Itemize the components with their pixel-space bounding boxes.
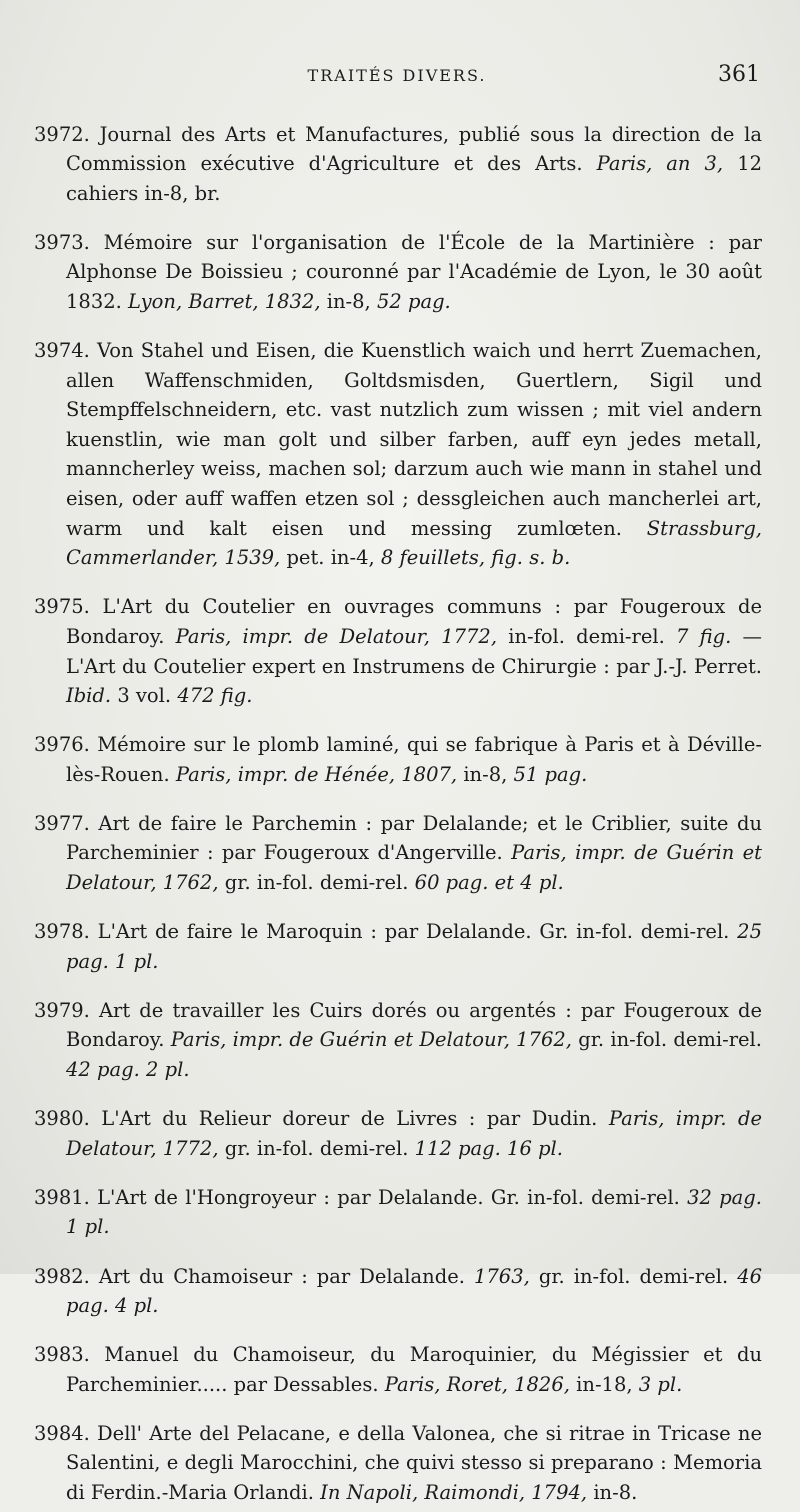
catalogue-entry [34, 336, 762, 573]
entry-text: L'Art de l'Hongroyeur : par Delalande. Gr. in-fol. demi-rel. [97, 1185, 680, 1209]
entry-tail-italic: 8 feuillets, fig. s. b. [380, 546, 571, 570]
entry-number: 3977. [34, 811, 90, 835]
entry-number: 3974. [34, 339, 90, 363]
entry-tail: in-fol. demi-rel. [508, 624, 665, 648]
entry-number: 3984. [34, 1421, 90, 1445]
entry-tail: gr. in-fol. demi-rel. [224, 871, 409, 895]
entry-tail: in-8. [593, 1481, 638, 1505]
entry-tail-italic: 60 pag. et 4 pl. [414, 871, 564, 895]
catalogue-entry [34, 592, 762, 710]
entry-publication: 25 pag. 1 pl. [66, 920, 762, 973]
entry-text: Dell' Arte del Pelacane, e della Valonea, che si ritrae in Tricase ne Salentini, e degli Marocchini, che quivi stesso si preparano : Memoria di Ferdin.-Maria Orlandi. [66, 1421, 762, 1505]
entry-number: 3980. [34, 1107, 90, 1131]
entry-extra: — L'Art du Coutelier expert en Instrumens de Chirurgie : par J.-J. Perret. [66, 624, 763, 678]
entry-text: Mémoire sur l'organisation de l'École de la Martinière : par Alphonse De Boissieu ; couronné par l'Académie de Lyon, le 30 août 1832. [66, 230, 763, 313]
entry-tail: gr. in-fol. demi-rel. [578, 1028, 762, 1052]
entry-publication: Paris, Roret, 1826, [384, 1372, 570, 1396]
entry-text: Manuel du Chamoiseur, du Maroquinier, du Mégissier et du Parcheminier..... par Dessables. [66, 1343, 763, 1396]
entry-tail-italic: 52 pag. [376, 289, 451, 313]
entry-publication: Paris, impr. de Guérin et Delatour, 1762, [66, 841, 762, 895]
entry-number: 3976. [34, 733, 90, 757]
entry-publication: 1763, [473, 1264, 530, 1288]
entry-text: L'Art du Coutelier en ouvrages communs : par Fougeroux de Bondaroy. [66, 595, 762, 648]
entry-text: Journal des Arts et Manufactures, publié sous la direction de la Commission exécutive d'Agriculture et des Arts. [66, 122, 762, 176]
entry-text: Von Stahel und Eisen, die Kuenstlich waich und herrt Zuemachen, allen Waffenschmiden, Goltdsmisden, Guertlern, Sigil und Stempffelschneidern, etc. vast nutzlich zum wissen ; mit viel andern kuenstlin, wie man golt und silber farben, auff eyn jedes metall, manncherley weiss, machen sol; darzum auch wie mann in stahel und eisen, oder auff waffen etzen sol ; dessgleichen auch mancherlei art, warm und kalt eisen und messing zumlœten. [66, 339, 762, 540]
catalogue-entry [34, 996, 762, 1085]
entry-text: Art de faire le Parchemin : par Delalande; et le Criblier, suite du Parcheminier : par Fougeroux d'Angerville. [66, 811, 763, 865]
catalogue-entry [34, 1183, 762, 1242]
entry-number: 3973. [34, 230, 90, 254]
entry-text: Art du Chamoiseur : par Delalande. [98, 1264, 465, 1288]
catalogue-entry [34, 1262, 762, 1321]
entry-publication: Paris, impr. de Guérin et Delatour, 1762, [170, 1028, 572, 1052]
entry-text: Mémoire sur le plomb laminé, qui se fabrique à Paris et à Déville-lès-Rouen. [66, 733, 762, 786]
catalogue-entry [34, 1104, 762, 1163]
entry-tail-italic: 46 pag. 4 pl. [66, 1264, 763, 1318]
entry-publication: Paris, impr. de Delatour, 1772, [66, 1107, 762, 1160]
entry-text: L'Art du Relieur doreur de Livres : par Dudin. [101, 1107, 598, 1131]
entry-tail-italic: 42 pag. 2 pl. [66, 1058, 190, 1082]
page-header [34, 62, 760, 92]
catalogue-entry [34, 730, 762, 789]
entry-publication: Strassburg, Cammerlander, 1539, [66, 516, 762, 570]
entry-number: 3975. [34, 595, 90, 619]
entry-extra-tail: 3 vol. [117, 684, 172, 708]
entry-tail: pet. in-4, [286, 546, 375, 570]
entry-publication: Paris, impr. de Hénée, 1807, [175, 762, 458, 786]
entry-number: 3978. [34, 920, 90, 944]
entry-tail: in-18, [576, 1372, 633, 1396]
entry-tail: in-8, [326, 289, 371, 313]
catalogue-entry [34, 1419, 762, 1508]
entry-number: 3972. [34, 122, 90, 146]
entry-tail: gr. in-fol. demi-rel. [538, 1264, 729, 1288]
entry-tail-italic: 51 pag. [513, 762, 588, 786]
entry-text: Art de travailler les Cuirs dorés ou argentés : par Fougeroux de Bondaroy. [66, 998, 763, 1052]
catalogue-entry [34, 1340, 762, 1399]
entry-tail: 12 cahiers in-8, br. [66, 152, 763, 205]
entry-number: 3979. [34, 998, 90, 1022]
entry-text: L'Art de faire le Maroquin : par Delalande. Gr. in-fol. demi-rel. [97, 920, 730, 944]
entry-number: 3981. [34, 1185, 90, 1209]
entry-tail: in-8, [463, 762, 508, 786]
entry-publication: In Napoli, Raimondi, 1794, [320, 1481, 588, 1505]
catalogue-entry [34, 120, 762, 209]
catalogue-entry [34, 917, 762, 976]
entry-tail-italic: 7 fig. [676, 624, 732, 648]
entry-extra-tail-italic: 472 fig. [177, 684, 253, 708]
catalogue-entries [34, 100, 762, 1512]
entry-number: 3982. [34, 1264, 90, 1288]
entry-tail: gr. in-fol. demi-rel. [224, 1136, 409, 1160]
catalogue-entry [34, 809, 762, 898]
entry-number: 3983. [34, 1343, 90, 1367]
catalogue-entry [34, 228, 762, 317]
entry-publication: Paris, an 3, [596, 152, 724, 176]
entry-tail-italic: 3 pl. [638, 1372, 683, 1396]
entry-tail-italic: 112 pag. 16 pl. [414, 1136, 563, 1160]
running-title: TRAITÉS DIVERS. [307, 66, 487, 85]
entry-publication: 32 pag. 1 pl. [66, 1185, 762, 1239]
entry-extra-italic: Ibid. [66, 684, 112, 708]
page-number: 361 [718, 62, 760, 87]
entry-publication: Paris, impr. de Delatour, 1772, [175, 624, 498, 648]
entry-publication: Lyon, Barret, 1832, [128, 289, 321, 313]
